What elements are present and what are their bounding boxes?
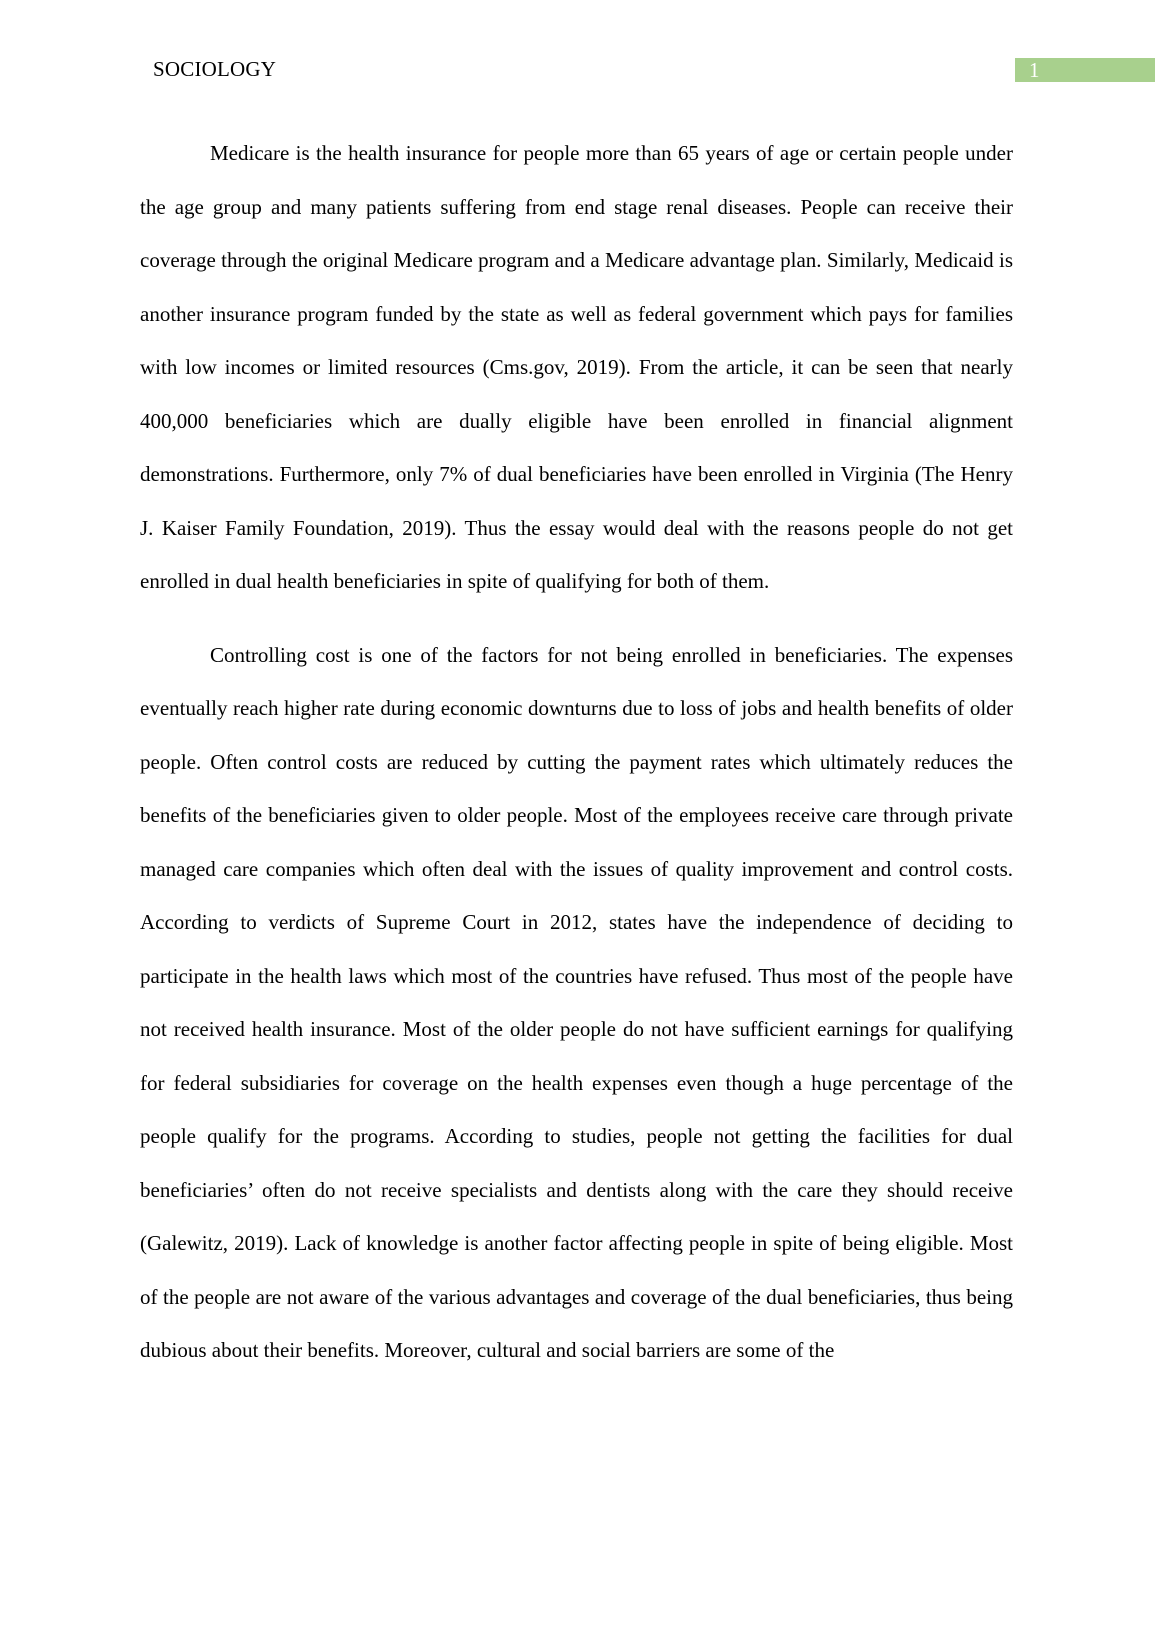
document-body	[140, 127, 1013, 1378]
paragraph-cost-factors: Controlling cost is one of the factors for not being enrolled in beneficiaries. The expenses eventually reach higher rate during economic downturns due to loss of jobs and health benefits of older people. Often control costs are reduced by cutting the payment rates which ultimately reduces the benefits of the beneficiaries given to older people. Most of the employees receive care through private managed care companies which often deal with the issues of quality improvement and control costs. According to verdicts of Supreme Court in 2012, states have the independence of deciding to participate in the health laws which most of the countries have refused. Thus most of the people have not received health insurance. Most of the older people do not have sufficient earnings for qualifying for federal subsidiaries for coverage on the health expenses even though a huge percentage of the people qualify for the programs. According to studies, people not getting the facilities for dual beneficiaries’ often do not receive specialists and dentists along with the care they should receive (Galewitz, 2019). Lack of knowledge is another factor affecting people in spite of being eligible. Most of the people are not aware of the various advantages and coverage of the dual beneficiaries, thus being dubious about their benefits. Moreover, cultural and social barriers are some of the	[140, 642, 1013, 1362]
page-number: 1	[1029, 58, 1040, 82]
paragraph-intro: Medicare is the health insurance for people more than 65 years of age or certain people under the age group and many patients suffering from end stage renal diseases. People can receive their coverage through the original Medicare program and a Medicare advantage plan. Similarly, Medicaid is another insurance program funded by the state as well as federal government which pays for families with low incomes or limited resources (Cms.gov, 2019). From the article, it can be seen that nearly 400,000 beneficiaries which are dually eligible have been enrolled in financial alignment demonstrations. Furthermore, only 7% of dual beneficiaries have been enrolled in Virginia (The Henry J. Kaiser Family Foundation, 2019). Thus the essay would deal with the reasons people do not get enrolled in dual health beneficiaries in spite of qualifying for both of them.	[140, 141, 1013, 593]
page-number-badge	[1015, 58, 1155, 82]
running-header-title: SOCIOLOGY	[153, 57, 277, 81]
